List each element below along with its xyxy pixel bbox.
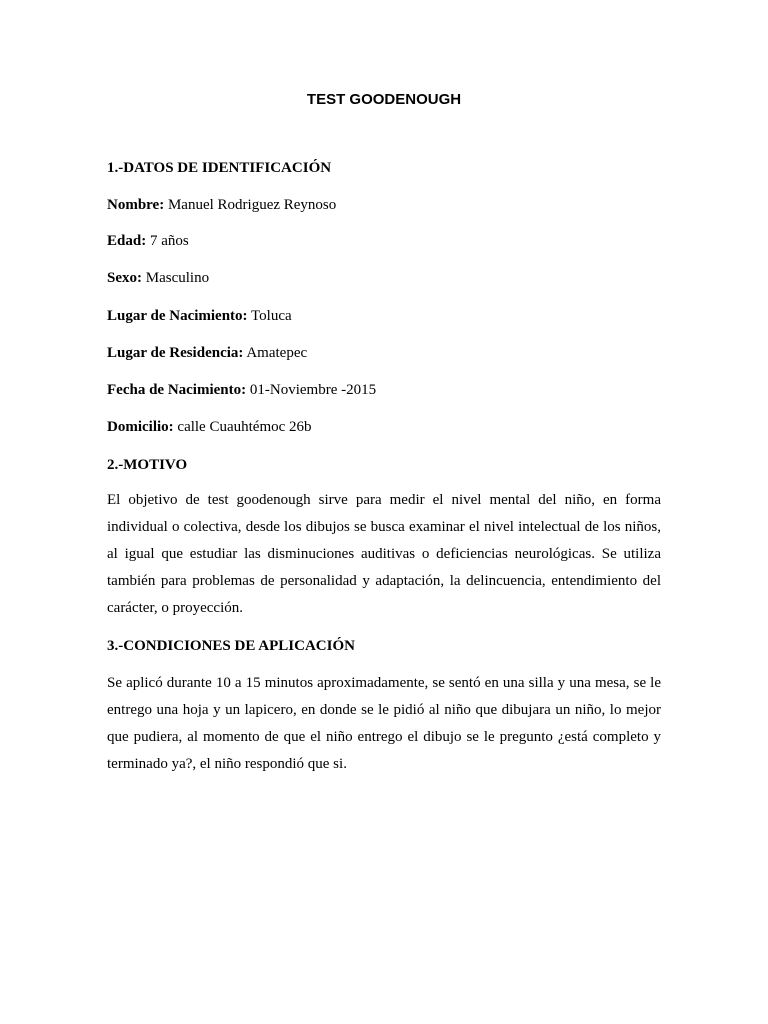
condiciones-paragraph: Se aplicó durante 10 a 15 minutos aproximadamente, se sentó en una silla y una mesa, se le entrego una hoja y un lapicero, en donde se le pidió al niño que dibujara un niño, lo mejor que pudiera, al momento de que el niño entrego el dibujo se le pregunto ¿está completo y terminado ya?, el niño respondió que si. xyxy=(107,675,661,772)
field-label: Domicilio: xyxy=(107,419,174,435)
field-value: Manuel Rodriguez Reynoso xyxy=(167,197,337,213)
field-lugar-nacimiento xyxy=(107,306,292,326)
field-sexo xyxy=(107,268,209,288)
field-label: Lugar de Residencia: xyxy=(107,345,244,361)
field-label: Fecha de Nacimiento: xyxy=(107,382,247,398)
field-lugar-residencia xyxy=(107,343,307,363)
field-label: Nombre: xyxy=(107,197,165,213)
field-edad xyxy=(107,231,189,251)
motivo-paragraph: El objetivo de test goodenough sirve para medir el nivel mental del niño, en forma individual o colectiva, desde los dibujos se busca examinar el nivel intelectual de los niños, al igual que estudiar las disminuciones auditivas o deficiencias neurológicas. Se utiliza también para problemas de personalidad y adaptación, la delincuencia, entendimiento del carácter, o proyección. xyxy=(107,492,661,616)
section-heading-motivo: 2.-MOTIVO xyxy=(107,457,188,473)
field-label: Sexo: xyxy=(107,270,142,286)
field-nombre xyxy=(107,195,336,215)
field-value: Masculino xyxy=(145,270,210,286)
field-label: Edad: xyxy=(107,233,147,249)
field-domicilio xyxy=(107,417,312,437)
document-title: TEST GOODENOUGH xyxy=(306,91,462,108)
field-value: 7 años xyxy=(149,233,189,249)
field-value: Amatepec xyxy=(246,345,308,361)
field-value: calle Cuauhtémoc 26b xyxy=(177,419,312,435)
section-heading-condiciones: 3.-CONDICIONES DE APLICACIÓN xyxy=(107,638,355,654)
field-label: Lugar de Nacimiento: xyxy=(107,308,248,324)
field-value: 01-Noviembre -2015 xyxy=(249,382,377,398)
field-value: Toluca xyxy=(251,308,292,324)
section-heading-identification: 1.-DATOS DE IDENTIFICACIÓN xyxy=(107,160,332,176)
field-fecha-nacimiento xyxy=(107,380,376,400)
